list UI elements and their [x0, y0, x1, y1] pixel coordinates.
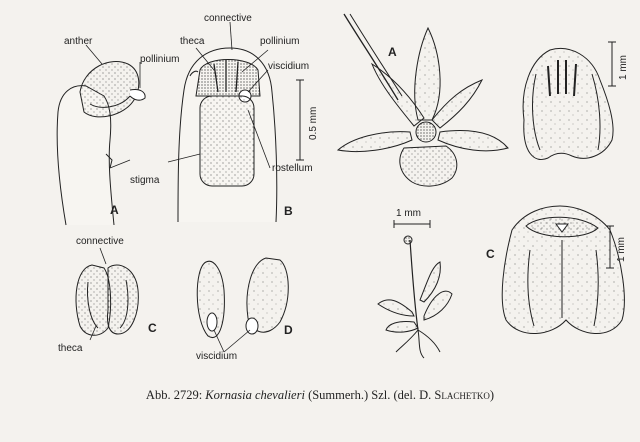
- figure-letter-c-pollinia: C: [148, 321, 157, 335]
- figure-letter-a-flower: A: [388, 45, 397, 59]
- caption-small-caps: lachetko: [441, 388, 490, 402]
- column-front-view: [178, 48, 277, 222]
- figure-letter-b-column: B: [284, 204, 293, 218]
- figure-letter-d-pollinia: D: [284, 323, 293, 337]
- label-theca-c: theca: [58, 343, 83, 354]
- figure-letter-c-lip: C: [486, 247, 495, 261]
- caption-species: Kornasia chevalieri: [205, 388, 305, 402]
- scale-label-lip-top: 1 mm: [618, 55, 629, 80]
- label-rostellum: rostellum: [272, 163, 313, 174]
- scale-label-lip-bottom: 1 mm: [616, 237, 627, 262]
- figure-letter-a-column: A: [110, 203, 119, 217]
- scale-label-column: 0.5 mm: [308, 106, 319, 140]
- pollinium-detail: [197, 258, 288, 338]
- caption-prefix: Abb. 2729:: [145, 388, 206, 402]
- label-theca-b: theca: [180, 36, 205, 47]
- label-stigma: stigma: [130, 175, 160, 186]
- lip-view-lower: [502, 206, 624, 334]
- caption-suffix: ): [489, 388, 495, 402]
- label-connective-b: connective: [204, 13, 252, 24]
- label-viscidium-d: viscidium: [196, 351, 238, 362]
- column-side-view: [57, 62, 145, 225]
- caption-middle: (Summerh.) Szl. (del. D. S: [304, 388, 442, 402]
- figure-caption: [0, 388, 640, 403]
- pollinia-pair: [76, 265, 138, 335]
- lip-view-upper: [523, 48, 613, 159]
- label-pollinium-b: pollinium: [260, 36, 300, 47]
- flower-front-view: [338, 14, 508, 186]
- scale-label-plant: 1 mm: [396, 208, 421, 219]
- label-anther: anther: [64, 36, 93, 47]
- whole-plant: [378, 236, 452, 358]
- label-connective-c: connective: [76, 236, 124, 247]
- label-viscidium-b: viscidium: [268, 61, 310, 72]
- label-pollinium-a: pollinium: [140, 54, 180, 65]
